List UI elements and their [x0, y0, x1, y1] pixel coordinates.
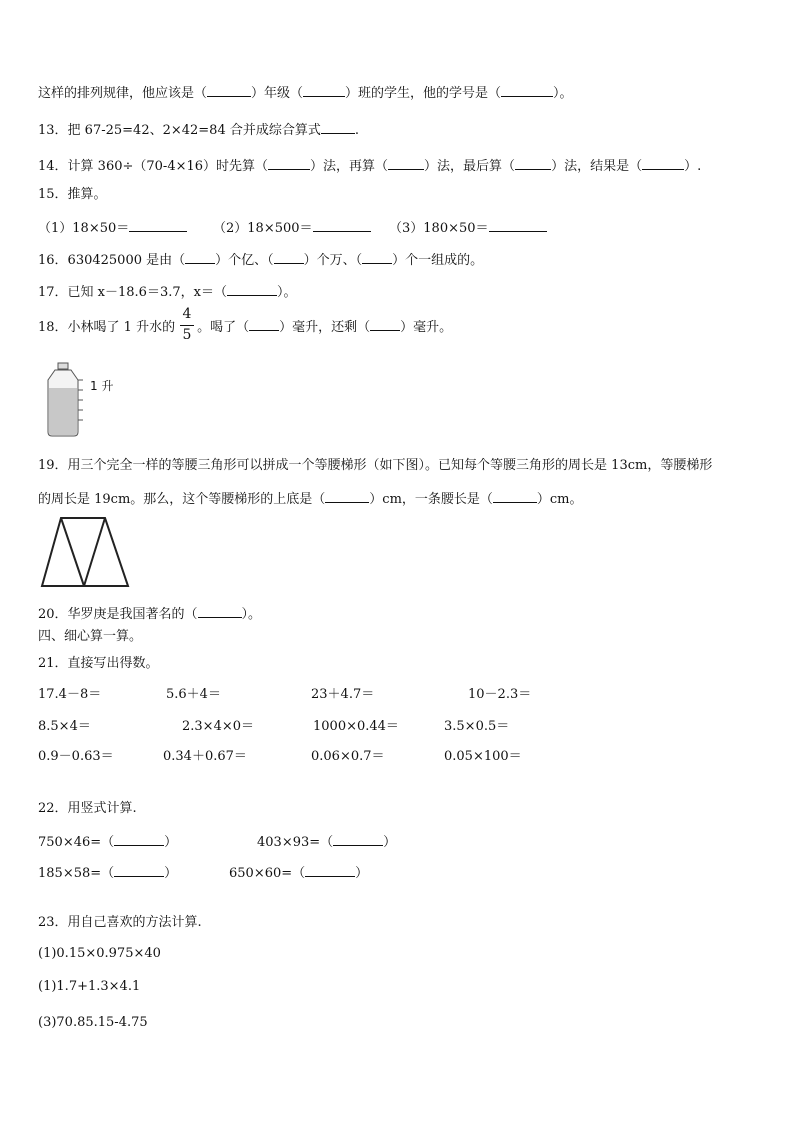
- calc-close: ）: [383, 835, 397, 850]
- question-14: [38, 155, 701, 176]
- q12-continuation: [38, 82, 573, 103]
- calc-item: 1000×0.44＝: [313, 719, 399, 734]
- calc-close: ）: [164, 835, 178, 850]
- answer-blank[interactable]: [198, 603, 242, 618]
- calc-item: 8.5×4＝: [38, 719, 91, 734]
- calc-item: 10－2.3＝: [468, 687, 532, 702]
- answer-blank[interactable]: [114, 831, 164, 846]
- answer-blank-grade[interactable]: [207, 82, 251, 97]
- calc-item: 0.06×0.7＝: [311, 749, 385, 764]
- q17-text: 17．已知 x－18.6＝3.7，x＝（: [38, 285, 227, 300]
- fraction-numerator: 4: [182, 306, 192, 322]
- q12-text: ）年级（: [251, 86, 304, 101]
- q12-text: 这样的排列规律，他应该是（: [38, 86, 208, 101]
- q16-text: ）个万、（: [303, 253, 363, 268]
- q12-text: ）班的学生，他的学号是（: [345, 86, 502, 101]
- q13-text: 13．把 67-25=42、2×42=84 合并成综合算式: [38, 123, 321, 138]
- q16-text: ）个亿、（: [215, 253, 274, 268]
- q14-text: ）法，再算（: [310, 159, 389, 174]
- calc-item: (3)70.85.15-4.75: [38, 1015, 148, 1030]
- q16-text: 16．630425000 是由（: [38, 253, 186, 268]
- calc-item: (1)0.15×0.975×40: [38, 946, 161, 961]
- answer-blank[interactable]: [185, 249, 215, 264]
- answer-blank[interactable]: [489, 217, 547, 232]
- calc-item: 23＋4.7＝: [311, 687, 375, 702]
- answer-blank[interactable]: [114, 862, 164, 877]
- q15-part-2: [213, 217, 371, 238]
- calc-close: ）: [355, 866, 369, 881]
- q15-part-3: [389, 217, 547, 238]
- calc-item: 0.9－0.63＝: [38, 749, 114, 764]
- q18-text: ）毫升，还剩（: [279, 320, 371, 335]
- section-heading: 四、细心算一算。: [38, 629, 143, 644]
- question-18: [38, 316, 452, 337]
- calc-expression: 185×58=（: [38, 866, 115, 881]
- answer-blank-class[interactable]: [303, 82, 345, 97]
- answer-blank[interactable]: [333, 831, 383, 846]
- calc-expression: 650×60=（: [229, 866, 306, 881]
- answer-blank[interactable]: [227, 281, 277, 296]
- answer-blank[interactable]: [493, 488, 537, 503]
- question-19-line2: [38, 488, 583, 509]
- question-17: [38, 281, 296, 302]
- calc-expression: 403×93=（: [257, 835, 334, 850]
- question-15-title: 15．推算。: [38, 187, 107, 202]
- calc-item: 2.3×4×0＝: [182, 719, 255, 734]
- vertical-calc-item: [38, 831, 177, 852]
- answer-blank-number[interactable]: [501, 82, 553, 97]
- calc-close: ）: [164, 866, 178, 881]
- fraction-denominator: 5: [182, 327, 192, 343]
- calc-item: 3.5×0.5＝: [444, 719, 510, 734]
- calc-item: 0.34＋0.67＝: [163, 749, 247, 764]
- question-16: [38, 249, 483, 270]
- fraction-bar: [180, 325, 194, 326]
- q14-text: ）.: [684, 159, 702, 174]
- answer-blank[interactable]: [129, 217, 187, 232]
- q14-text: 14．计算 360÷（70-4×16）时先算（: [38, 159, 269, 174]
- q15-label: （3）180×50＝: [389, 221, 489, 236]
- question-21-title: 21．直接写出得数。: [38, 656, 159, 671]
- answer-blank[interactable]: [321, 119, 355, 134]
- q14-text: ）法，最后算（: [424, 159, 516, 174]
- q15-label: （2）18×500＝: [213, 221, 313, 236]
- answer-blank[interactable]: [362, 249, 392, 264]
- question-20: [38, 603, 261, 624]
- answer-blank[interactable]: [249, 316, 279, 331]
- question-22-title: 22．用竖式计算.: [38, 801, 137, 816]
- vertical-calc-item: [38, 862, 177, 883]
- calc-item: 17.4－8＝: [38, 687, 102, 702]
- answer-blank[interactable]: [370, 316, 400, 331]
- q12-text: ）。: [553, 86, 573, 101]
- question-23-title: 23．用自己喜欢的方法计算.: [38, 915, 202, 930]
- q18-text: 。喝了（: [197, 320, 250, 335]
- calc-expression: 750×46=（: [38, 835, 115, 850]
- q18-text: 18．小林喝了 1 升水的: [38, 320, 176, 335]
- bottle-icon: [46, 362, 136, 438]
- calc-item: 5.6＋4＝: [166, 687, 221, 702]
- vertical-calc-item: [257, 831, 396, 852]
- calc-item: 0.05×100＝: [444, 749, 522, 764]
- answer-blank[interactable]: [325, 488, 369, 503]
- bottle-label: 1 升: [90, 379, 114, 393]
- question-13: [38, 119, 359, 140]
- q18-text: ）毫升。: [400, 320, 453, 335]
- answer-blank[interactable]: [305, 862, 355, 877]
- q15-part-1: [38, 217, 187, 238]
- q16-text: ）个一组成的。: [392, 253, 484, 268]
- answer-blank[interactable]: [515, 155, 551, 170]
- q14-text: ）法，结果是（: [551, 159, 643, 174]
- trapezoid-figure: [38, 514, 134, 590]
- q19-text: ）cm。: [536, 492, 583, 507]
- answer-blank[interactable]: [388, 155, 424, 170]
- answer-blank[interactable]: [642, 155, 684, 170]
- question-19-line1: 19．用三个完全一样的等腰三角形可以拼成一个等腰梯形（如下图）。已知每个等腰三角形的周长是 13cm，等腰梯形: [38, 458, 713, 473]
- q13-text: .: [354, 123, 359, 138]
- answer-blank[interactable]: [274, 249, 304, 264]
- water-bottle-figure: [46, 362, 136, 438]
- q17-text: ）。: [276, 285, 297, 300]
- answer-blank[interactable]: [268, 155, 310, 170]
- calc-item: (1)1.7+1.3×4.1: [38, 979, 141, 994]
- q15-label: （1）18×50＝: [38, 221, 130, 236]
- q20-text: 20．华罗庚是我国著名的（: [38, 607, 198, 622]
- q20-text: ）。: [241, 607, 262, 622]
- isosceles-trapezoid-diagram: [38, 514, 134, 590]
- vertical-calc-item: [229, 862, 368, 883]
- q19-text: ）cm，一条腰长是（: [369, 492, 493, 507]
- answer-blank[interactable]: [313, 217, 371, 232]
- q19-text: 的周长是 19cm。那么，这个等腰梯形的上底是（: [38, 492, 326, 507]
